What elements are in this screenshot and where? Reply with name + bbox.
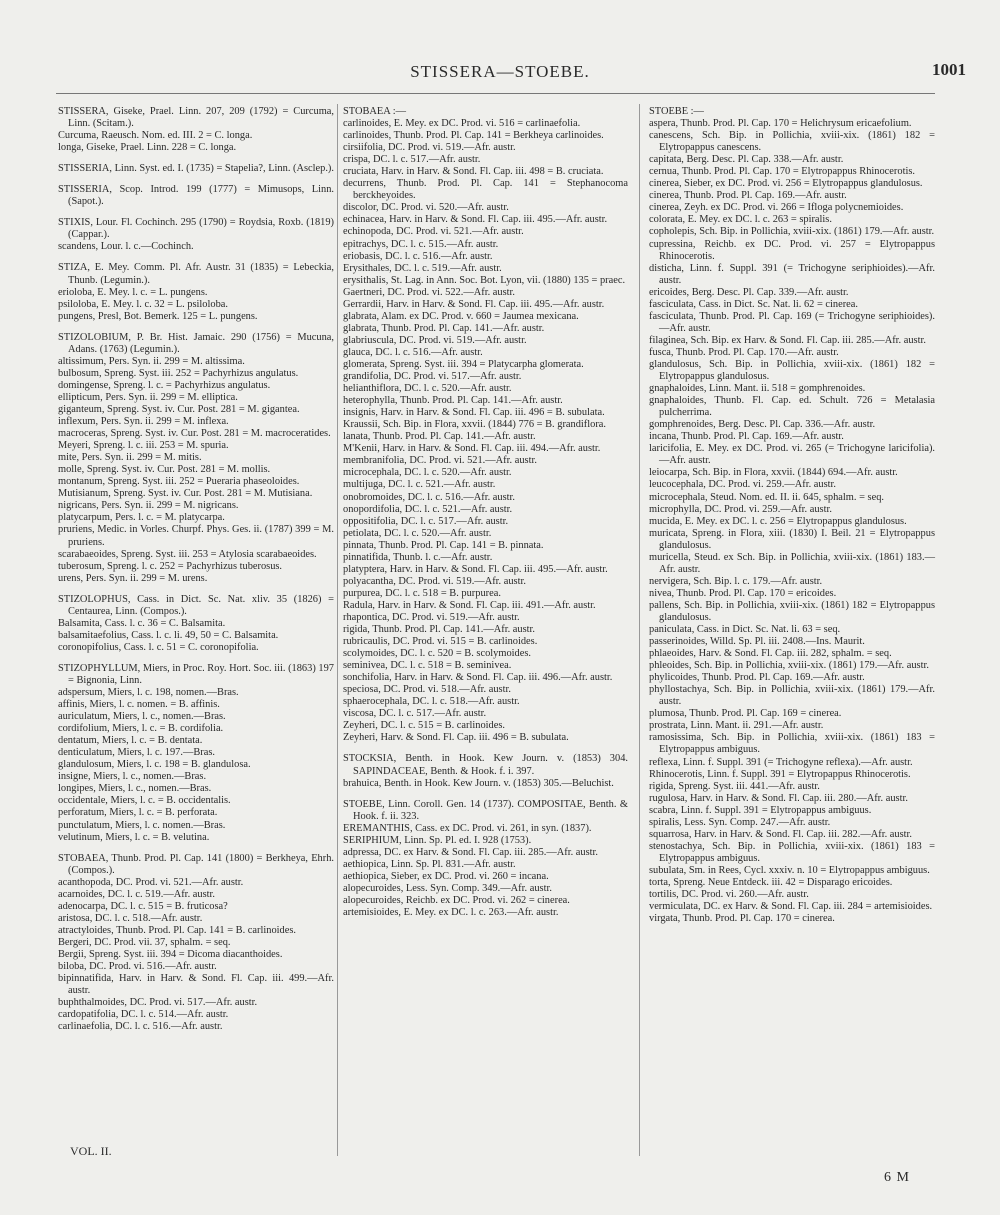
dictionary-entry: phleoides, Sch. Bip. in Pollichia, xviii-xix. (1861) 179.—Afr. austr. <box>649 660 929 672</box>
dictionary-entry: glabrata, Thunb. Prod. Pl. Cap. 141.—Afr. austr. <box>343 322 545 334</box>
dictionary-entry: adpressa, DC. ex Harv. & Sond. Fl. Cap. iii. 285.—Afr. austr. <box>343 846 599 858</box>
dictionary-entry: crispa, DC. l. c. 517.—Afr. austr. <box>343 154 481 166</box>
dictionary-entry: scarabaeoides, Spreng. Syst. iii. 253 = Atylosia scarabaeoides. <box>58 548 317 560</box>
dictionary-entry: longa, Giseke, Prael. Linn. 228 = C. longa. <box>58 142 237 154</box>
dictionary-entry: lanata, Thunb. Prod. Pl. Cap. 141.—Afr. austr. <box>343 431 536 443</box>
dictionary-entry: cordifolium, Miers, l. c. = B. cordifolia. <box>58 723 224 735</box>
dictionary-entry: sonchifolia, Harv. in Harv. & Sond. Fl. Cap. iii. 496.—Afr. austr. <box>343 672 613 684</box>
dictionary-entry: insignis, Harv. in Harv. & Sond. Fl. Cap. iii. 496 = B. subulata. <box>343 407 605 419</box>
dictionary-entry: ramosissima, Sch. Bip. in Pollichia, xviii-xix. (1861) 183 = Elytropappus ambiguus. <box>649 732 935 756</box>
dictionary-entry: rhapontica, DC. Prod. vi. 519.—Afr. austr. <box>343 611 520 623</box>
dictionary-entry: carlinoides, E. Mey. ex DC. Prod. vi. 516 = carlinaefolia. <box>343 118 581 130</box>
dictionary-entry: leiocarpa, Sch. Bip. in Flora, xxvii. (1844) 694.—Afr. austr. <box>649 467 898 479</box>
dictionary-entry: STISSERIA, Scop. Introd. 199 (1777) = Mimusops, Linn. (Sapot.). <box>58 184 334 208</box>
dictionary-entry: rugulosa, Harv. in Harv. & Sond. Fl. Cap. iii. 280.—Afr. austr. <box>649 792 908 804</box>
dictionary-entry: onopordifolia, DC. l. c. 521.—Afr. austr. <box>343 503 513 515</box>
dictionary-entry: seminivea, DC. l. c. 518 = B. seminivea. <box>343 660 512 672</box>
dictionary-entry: STISSERA, Giseke, Prael. Linn. 207, 209 (1792) = Curcuma, Linn. (Scitam.). <box>58 106 334 130</box>
dictionary-entry: coronopifolius, Cass. l. c. 51 = C. coronopifolia. <box>58 641 259 653</box>
column-divider <box>337 104 338 1156</box>
dictionary-entry: balsamitaefolius, Cass. l. c. li. 49, 50 = C. Balsamita. <box>58 629 279 641</box>
dictionary-entry: cardopatifolia, DC. l. c. 514.—Afr. austr. <box>58 1009 229 1021</box>
signature-mark: 6 M <box>884 1170 910 1185</box>
dictionary-entry: affinis, Miers, l. c. nomen. = B. affinis. <box>58 699 220 711</box>
dictionary-entry: dentatum, Miers, l. c. = B. dentata. <box>58 735 203 747</box>
dictionary-entry: acanthopoda, DC. Prod. vi. 521.—Afr. austr. <box>58 876 244 888</box>
dictionary-entry: microcephala, Steud. Nom. ed. II. ii. 645, sphalm. = seq. <box>649 491 884 503</box>
dictionary-entry: glabrata, Alam. ex DC. Prod. v. 660 = Jaumea mexicana. <box>343 310 579 322</box>
dictionary-entry: gnaphaloides, Linn. Mant. ii. 518 = gomphrenoides. <box>649 383 866 395</box>
page-number: 1001 <box>932 60 966 79</box>
dictionary-entry: paniculata, Cass. in Dict. Sc. Nat. li. 63 = seq. <box>649 624 841 636</box>
dictionary-entry: STIZOLOBIUM, P. Br. Hist. Jamaic. 290 (1756) = Mucuna, Adans. (1763) (Legumin.). <box>58 331 334 355</box>
dictionary-entry: adspersum, Miers, l. c. 198, nomen.—Bras. <box>58 687 239 699</box>
dictionary-entry: carlinaefolia, DC. l. c. 516.—Afr. austr. <box>58 1021 223 1033</box>
dictionary-entry: spiralis, Less. Syn. Comp. 247.—Afr. austr. <box>649 816 831 828</box>
dictionary-entry: cinerea, Zeyh. ex DC. Prod. vi. 266 = Ifloga polycnemioides. <box>649 202 904 214</box>
dictionary-entry: gomphrenoides, Berg. Desc. Pl. Cap. 336.—Afr. austr. <box>649 419 876 431</box>
dictionary-entry: aristosa, DC. l. c. 518.—Afr. austr. <box>58 912 203 924</box>
dictionary-entry: montanum, Spreng. Syst. iii. 252 = Pueraria phaseoloides. <box>58 476 300 488</box>
dictionary-entry: copholepis, Sch. Bip. in Pollichia, xviii-xix. (1861) 179.—Afr. austr. <box>649 226 935 238</box>
dictionary-entry: cernua, Thunb. Prod. Pl. Cap. 170 = Elytropappus Rhinocerotis. <box>649 166 915 178</box>
dictionary-entry: discolor, DC. Prod. vi. 520.—Afr. austr. <box>343 202 509 214</box>
dictionary-entry: punctulatum, Miers, l. c. nomen.—Bras. <box>58 819 226 831</box>
dictionary-entry: subulata, Sm. in Rees, Cycl. xxxiv. n. 10 = Elytropappus ambiguus. <box>649 864 930 876</box>
dictionary-entry: vermiculata, DC. ex Harv. & Sond. Fl. Cap. iii. 284 = artemisioides. <box>649 901 933 913</box>
dictionary-entry: platycarpum, Pers. l. c. = M. platycarpa. <box>58 512 225 524</box>
header-rule <box>56 93 935 94</box>
dictionary-entry: M'Kenii, Harv. in Harv. & Sond. Fl. Cap. iii. 494.—Afr. austr. <box>343 443 601 455</box>
dictionary-entry: rigida, Thunb. Prod. Pl. Cap. 141.—Afr. austr. <box>343 624 536 636</box>
dictionary-entry: SERIPHIUM, Linn. Sp. Pl. ed. I. 928 (1753). <box>343 834 532 846</box>
dictionary-entry: scabra, Linn. f. Suppl. 391 = Elytropappus ambiguus. <box>649 804 872 816</box>
dictionary-entry: fusca, Thunb. Prod. Pl. Cap. 170.—Afr. austr. <box>649 346 839 358</box>
dictionary-entry: gnaphaloides, Thunb. Fl. Cap. ed. Schult. 726 = Metalasia pulcherrima. <box>649 395 935 419</box>
dictionary-entry: STIZOLOPHUS, Cass. in Dict. Sc. Nat. xliv. 35 (1826) = Centaurea, Linn. (Compos.). <box>58 593 334 617</box>
dictionary-entry: grandifolia, DC. Prod. vi. 517.—Afr. austr. <box>343 371 522 383</box>
dictionary-entry: cirsiifolia, DC. Prod. vi. 519.—Afr. austr. <box>343 142 516 154</box>
dictionary-entry: brahuica, Benth. in Hook. Kew Journ. v. (1853) 305.—Beluchist. <box>343 777 614 789</box>
dictionary-entry: aethiopica, Linn. Sp. Pl. 831.—Afr. austr. <box>343 858 516 870</box>
dictionary-entry: nigricans, Pers. Syn. ii. 299 = M. nigricans. <box>58 500 239 512</box>
dictionary-entry: echinopoda, DC. Prod. vi. 521.—Afr. austr. <box>343 226 524 238</box>
dictionary-entry: ericoides, Berg. Desc. Pl. Cap. 339.—Afr. austr. <box>649 286 849 298</box>
dictionary-entry: glauca, DC. l. c. 516.—Afr. austr. <box>343 346 483 358</box>
dictionary-entry: reflexa, Linn. f. Suppl. 391 (= Trichogyne reflexa).—Afr. austr. <box>649 756 913 768</box>
dictionary-entry: erysithalis, St. Lag. in Ann. Soc. Bot. Lyon, vii. (1880) 135 = praec. <box>343 274 626 286</box>
dictionary-entry: glandulosus, Sch. Bip. in Pollichia, xviii-xix. (1861) 182 = Elytropappus glandulosus. <box>649 358 935 383</box>
dictionary-entry: capitata, Berg. Desc. Pl. Cap. 338.—Afr. austr. <box>649 154 844 166</box>
dictionary-entry: longipes, Miers, l. c., nomen.—Bras. <box>58 783 212 795</box>
dictionary-entry: Zeyheri, Harv. & Sond. Fl. Cap. iii. 496 = B. subulata. <box>343 732 569 744</box>
dictionary-entry: Kraussii, Sch. Bip. in Flora, xxvii. (1844) 776 = B. grandiflora. <box>343 419 607 431</box>
dictionary-entry: ellipticum, Pers. Syn. ii. 299 = M. elliptica. <box>58 391 238 403</box>
dictionary-entry: cupressina, Reichb. ex DC. Prod. vi. 257 = Elytropappus Rhinocerotis. <box>649 238 935 262</box>
dictionary-entry: muricella, Steud. ex Sch. Bip. in Pollichia, xviii-xix. (1861) 183.—Afr. austr. <box>649 551 935 575</box>
dictionary-entry: scolymoides, DC. l. c. 520 = B. scolymoides. <box>343 648 531 660</box>
dictionary-entry: pinnata, Thunb. Prod. Pl. Cap. 141 = B. pinnata. <box>343 539 544 551</box>
dictionary-entry: fasciculata, Cass. in Dict. Sc. Nat. li. 62 = cinerea. <box>649 298 858 310</box>
dictionary-entry: membranifolia, DC. Prod. vi. 521.—Afr. austr. <box>343 455 537 467</box>
dictionary-entry: laricifolia, E. Mey. ex DC. Prod. vi. 265 (= Trichogyne laricifolia).—Afr. austr. <box>649 443 935 467</box>
dictionary-entry: Bergii, Spreng. Syst. iii. 394 = Dicoma diacanthoides. <box>58 949 283 960</box>
dictionary-entry: helianthiflora, DC. l. c. 520.—Afr. austr. <box>343 383 512 395</box>
dictionary-entry: phylicoides, Thunb. Prod. Pl. Cap. 169.—Afr. austr. <box>649 672 865 684</box>
dictionary-entry: STOEBE :— <box>649 106 704 117</box>
dictionary-entry: speciosa, DC. Prod. vi. 518.—Afr. austr. <box>343 684 511 696</box>
dictionary-entry: biloba, DC. Prod. vi. 516.—Afr. austr. <box>58 961 217 973</box>
dictionary-entry: filaginea, Sch. Bip. ex Harv. & Sond. Fl. Cap. iii. 285.—Afr. austr. <box>649 334 926 346</box>
dictionary-entry: Balsamita, Cass. l. c. 36 = C. Balsamita. <box>58 617 226 629</box>
column-middle <box>343 106 628 919</box>
dictionary-entry: purpurea, DC. l. c. 518 = B. purpurea. <box>343 587 501 599</box>
dictionary-entry: Mutisianum, Spreng. Syst. iv. Cur. Post. 281 = M. Mutisiana. <box>58 488 313 500</box>
dictionary-entry: artemisioides, E. Mey. ex DC. l. c. 263.—Afr. austr. <box>343 907 559 919</box>
dictionary-entry: echinacea, Harv. in Harv. & Sond. Fl. Cap. iii. 495.—Afr. austr. <box>343 214 608 226</box>
dictionary-entry: auriculatum, Miers, l. c., nomen.—Bras. <box>58 711 226 723</box>
dictionary-entry: microcephala, DC. l. c. 520.—Afr. austr. <box>343 467 512 479</box>
dictionary-entry: tuberosum, Spreng. l. c. 252 = Pachyrhizus tuberosus. <box>58 560 283 572</box>
dictionary-entry: plumosa, Thunb. Prod. Pl. Cap. 169 = cinerea. <box>649 708 842 720</box>
dictionary-entry: buphthalmoides, DC. Prod. vi. 517.—Afr. austr. <box>58 997 258 1009</box>
dictionary-entry: molle, Spreng. Syst. iv. Cur. Post. 281 = M. mollis. <box>58 464 271 476</box>
dictionary-entry: insigne, Miers, l. c., nomen.—Bras. <box>58 771 207 783</box>
dictionary-entry: rubricaulis, DC. Prod. vi. 515 = B. carlinoides. <box>343 636 538 648</box>
dictionary-entry: eriobasis, DC. l. c. 516.—Afr. austr. <box>343 250 493 262</box>
dictionary-entry: tortilis, DC. Prod. vi. 260.—Afr. austr. <box>649 889 809 901</box>
dictionary-entry: cinerea, Sieber, ex DC. Prod. vi. 256 = Elytropappus glandulosus. <box>649 178 923 190</box>
dictionary-entry: mucida, E. Mey. ex DC. l. c. 256 = Elytropappus glandulosus. <box>649 515 907 527</box>
dictionary-entry: multijuga, DC. l. c. 521.—Afr. austr. <box>343 479 496 491</box>
dictionary-entry: microphylla, DC. Prod. vi. 259.—Afr. austr. <box>649 503 832 515</box>
dictionary-entry: onobromoides, DC. l. c. 516.—Afr. austr. <box>343 491 516 503</box>
dictionary-entry: domingense, Spreng. l. c. = Pachyrhizus angulatus. <box>58 379 271 391</box>
dictionary-entry: glabriuscula, DC. Prod. vi. 519.—Afr. austr. <box>343 334 527 346</box>
dictionary-entry: squarrosa, Harv. in Harv. & Sond. Fl. Cap. iii. 282.—Afr. austr. <box>649 828 913 840</box>
dictionary-entry: giganteum, Spreng. Syst. iv. Cur. Post. 281 = M. gigantea. <box>58 403 300 415</box>
dictionary-entry: virgata, Thunb. Prod. Pl. Cap. 170 = cinerea. <box>649 913 835 925</box>
dictionary-entry: Zeyheri, DC. l. c. 515 = B. carlinoides. <box>343 720 505 732</box>
dictionary-entry: heterophylla, Thunb. Prod. Pl. Cap. 141.—Afr. austr. <box>343 395 563 407</box>
dictionary-entry: erioloba, E. Mey. l. c. = L. pungens. <box>58 286 208 298</box>
dictionary-entry: pallens, Sch. Bip. in Pollichia, xviii-xix. (1861) 182 = Elytropappus glandulosus. <box>649 599 935 623</box>
dictionary-entry: Erysithales, DC. l. c. 519.—Afr. austr. <box>343 262 502 274</box>
dictionary-entry: velutinum, Miers, l. c. = B. velutina. <box>58 831 210 843</box>
column-right <box>649 106 935 925</box>
dictionary-entry: inflexum, Pers. Syn. ii. 299 = M. inflexa. <box>58 416 229 428</box>
dictionary-entry: bipinnatifida, Harv. in Harv. & Sond. Fl. Cap. iii. 499.—Afr. austr. <box>58 973 334 997</box>
dictionary-entry: bulbosum, Spreng. Syst. iii. 252 = Pachyrhizus angulatus. <box>58 367 299 379</box>
dictionary-entry: mite, Pers. Syn. ii. 299 = M. mitis. <box>58 452 202 464</box>
column-left <box>58 106 334 1033</box>
dictionary-entry: occidentale, Miers, l. c. = B. occidentalis. <box>58 795 231 807</box>
dictionary-entry: cruciata, Harv. in Harv. & Sond. Fl. Cap. iii. 498 = B. cruciata. <box>343 166 604 178</box>
dictionary-entry: nervigera, Sch. Bip. l. c. 179.—Afr. austr. <box>649 575 823 587</box>
dictionary-entry: altissimum, Pers. Syn. ii. 299 = M. altissima. <box>58 355 245 367</box>
running-head: STISSERA—STOEBE. <box>410 62 590 81</box>
dictionary-entry: Bergeri, DC. Prod. vii. 37, sphalm. = seq. <box>58 936 231 948</box>
dictionary-entry: STOCKSIA, Benth. in Hook. Kew Journ. v. (1853) 304. SAPINDACEAE, Benth. & Hook. f. i. 397. <box>343 753 628 777</box>
dictionary-entry: torta, Spreng. Neue Entdeck. iii. 42 = Disparago ericoides. <box>649 877 893 888</box>
dictionary-entry: canescens, Sch. Bip. in Pollichia, xviii-xix. (1861) 182 = Elytropappus canescens. <box>649 130 935 154</box>
dictionary-entry: glomerata, Spreng. Syst. iii. 394 = Platycarpha glomerata. <box>343 358 584 370</box>
dictionary-entry: denticulatum, Miers, l. c. 197.—Bras. <box>58 747 215 759</box>
dictionary-entry: STIZOPHYLLUM, Miers, in Proc. Roy. Hort. Soc. iii. (1863) 197 = Bignonia, Linn. <box>58 662 334 686</box>
dictionary-entry: petiolata, DC. l. c. 520.—Afr. austr. <box>343 527 492 539</box>
dictionary-entry: disticha, Linn. f. Suppl. 391 (= Trichogyne seriphioides).—Afr. austr. <box>649 262 935 286</box>
dictionary-entry: Radula, Harv. in Harv. & Sond. Fl. Cap. iii. 491.—Afr. austr. <box>343 599 596 611</box>
dictionary-entry: atractyloides, Thunb. Prod. Pl. Cap. 141 = B. carlinoides. <box>58 924 296 936</box>
dictionary-entry: colorata, E. Mey. ex DC. l. c. 263 = spiralis. <box>649 214 832 226</box>
dictionary-entry: muricata, Spreng. in Flora, xiii. (1830) I. Beil. 21 = Elytropappus glandulosus. <box>649 527 935 551</box>
dictionary-entry: nivea, Thunb. Prod. Pl. Cap. 170 = ericoides. <box>649 587 837 599</box>
dictionary-entry: phyllostachya, Sch. Bip. in Pollichia, xviii-xix. (1861) 179.—Afr. austr. <box>649 684 935 708</box>
dictionary-entry: platyptera, Harv. in Harv. & Sond. Fl. Cap. iii. 495.—Afr. austr. <box>343 563 608 575</box>
dictionary-entry: leucocephala, DC. Prod. vi. 259.—Afr. austr. <box>649 479 836 491</box>
dictionary-entry: prostrata, Linn. Mant. ii. 291.—Afr. austr. <box>649 720 824 732</box>
volume-label: VOL. II. <box>70 1144 112 1158</box>
dictionary-entry: STIZA, E. Mey. Comm. Pl. Afr. Austr. 31 (1835) = Lebeckia, Thunb. (Legumin.). <box>58 262 334 286</box>
dictionary-entry: STISSERIA, Linn. Syst. ed. I. (1735) = Stapelia?, Linn. (Asclep.). <box>58 163 334 175</box>
dictionary-entry: aspera, Thunb. Prod. Pl. Cap. 170 = Helichrysum ericaefolium. <box>649 118 912 130</box>
dictionary-entry: Meyeri, Spreng. l. c. iii. 253 = M. spuria. <box>58 440 229 452</box>
dictionary-entry: glandulosum, Miers, l. c. 198 = B. glandulosa. <box>58 759 251 771</box>
dictionary-entry: aethiopica, Sieber, ex DC. Prod. vi. 260 = incana. <box>343 870 549 882</box>
dictionary-entry: acarnoides, DC. l. c. 519.—Afr. austr. <box>58 888 215 900</box>
dictionary-entry: alopecuroides, Reichb. ex DC. Prod. vi. 262 = cinerea. <box>343 895 570 906</box>
dictionary-entry: oppositifolia, DC. l. c. 517.—Afr. austr. <box>343 515 509 527</box>
dictionary-entry: cinerea, Thunb. Prod. Pl. Cap. 169.—Afr. austr. <box>649 190 847 202</box>
dictionary-entry: alopecuroides, Less. Syn. Comp. 349.—Afr. austr. <box>343 882 552 894</box>
dictionary-entry: EREMANTHIS, Cass. ex DC. Prod. vi. 261, in syn. (1837). <box>343 822 592 834</box>
dictionary-entry: decurrens, Thunb. Prod. Pl. Cap. 141 = Stephanocoma berckheyoides. <box>343 178 628 202</box>
dictionary-entry: pruriens, Medic. in Vorles. Churpf. Phys. Ges. ii. (1787) 399 = M. pruriens. <box>58 524 334 548</box>
dictionary-entry: sphaerocephala, DC. l. c. 518.—Afr. austr. <box>343 696 520 708</box>
dictionary-entry: STOBAEA :— <box>343 106 407 117</box>
dictionary-entry: urens, Pers. Syn. ii. 299 = M. urens. <box>58 572 208 584</box>
dictionary-entry: polyacantha, DC. Prod. vi. 519.—Afr. austr. <box>343 575 526 587</box>
dictionary-entry: stenostachya, Sch. Bip. in Pollichia, xviii-xix. (1861) 183 = Elytropappus ambiguus. <box>649 840 935 864</box>
dictionary-entry: macroceras, Spreng. Syst. iv. Cur. Post. 281 = M. macroceratides. <box>58 428 331 440</box>
dictionary-entry: STOBAEA, Thunb. Prod. Pl. Cap. 141 (1800) = Berkheya, Ehrh. (Compos.). <box>58 852 334 876</box>
dictionary-entry: adenocarpa, DC. l. c. 515 = B. fruticosa? <box>58 900 228 912</box>
dictionary-entry: Rhinocerotis, Linn. f. Suppl. 391 = Elytropappus Rhinocerotis. <box>649 768 911 780</box>
dictionary-entry: Gaertneri, DC. Prod. vi. 522.—Afr. austr. <box>343 286 515 298</box>
dictionary-entry: STOEBE, Linn. Coroll. Gen. 14 (1737). COMPOSITAE, Benth. & Hook. f. ii. 323. <box>343 798 628 822</box>
dictionary-entry: carlinoides, Thunb. Prod. Pl. Cap. 141 = Berkheya carlinoides. <box>343 130 604 142</box>
dictionary-entry: Gerrardii, Harv. in Harv. & Sond. Fl. Cap. iii. 495.—Afr. austr. <box>343 298 605 310</box>
column-divider <box>639 104 640 1156</box>
dictionary-entry: rigida, Spreng. Syst. iii. 441.—Afr. austr. <box>649 780 820 792</box>
dictionary-entry: passerinoides, Willd. Sp. Pl. iii. 2408.—Ins. Maurit. <box>649 636 865 648</box>
dictionary-entry: fasciculata, Thunb. Prod. Pl. Cap. 169 (= Trichogyne seriphioides).—Afr. austr. <box>649 310 935 334</box>
dictionary-entry: incana, Thunb. Prod. Pl. Cap. 169.—Afr. austr. <box>649 431 844 443</box>
dictionary-entry: epitrachys, DC. l. c. 515.—Afr. austr. <box>343 238 499 250</box>
dictionary-entry: phlaeoides, Harv. & Sond. Fl. Cap. iii. 282, sphalm. = seq. <box>649 648 892 660</box>
dictionary-entry: pungens, Presl, Bot. Bemerk. 125 = L. pungens. <box>58 310 258 322</box>
dictionary-entry: pinnatifida, Thunb. l. c.—Afr. austr. <box>343 551 493 563</box>
dictionary-entry: viscosa, DC. l. c. 517.—Afr. austr. <box>343 708 487 720</box>
dictionary-entry: scandens, Lour. l. c.—Cochinch. <box>58 241 194 253</box>
dictionary-entry: perforatum, Miers, l. c. = B. perforata. <box>58 807 218 819</box>
dictionary-entry: STIXIS, Lour. Fl. Cochinch. 295 (1790) = Roydsia, Roxb. (1819) (Cappar.). <box>58 217 334 241</box>
dictionary-entry: psiloloba, E. Mey. l. c. 32 = L. psiloloba. <box>58 298 228 310</box>
dictionary-entry: Curcuma, Raeusch. Nom. ed. III. 2 = C. longa. <box>58 130 253 142</box>
